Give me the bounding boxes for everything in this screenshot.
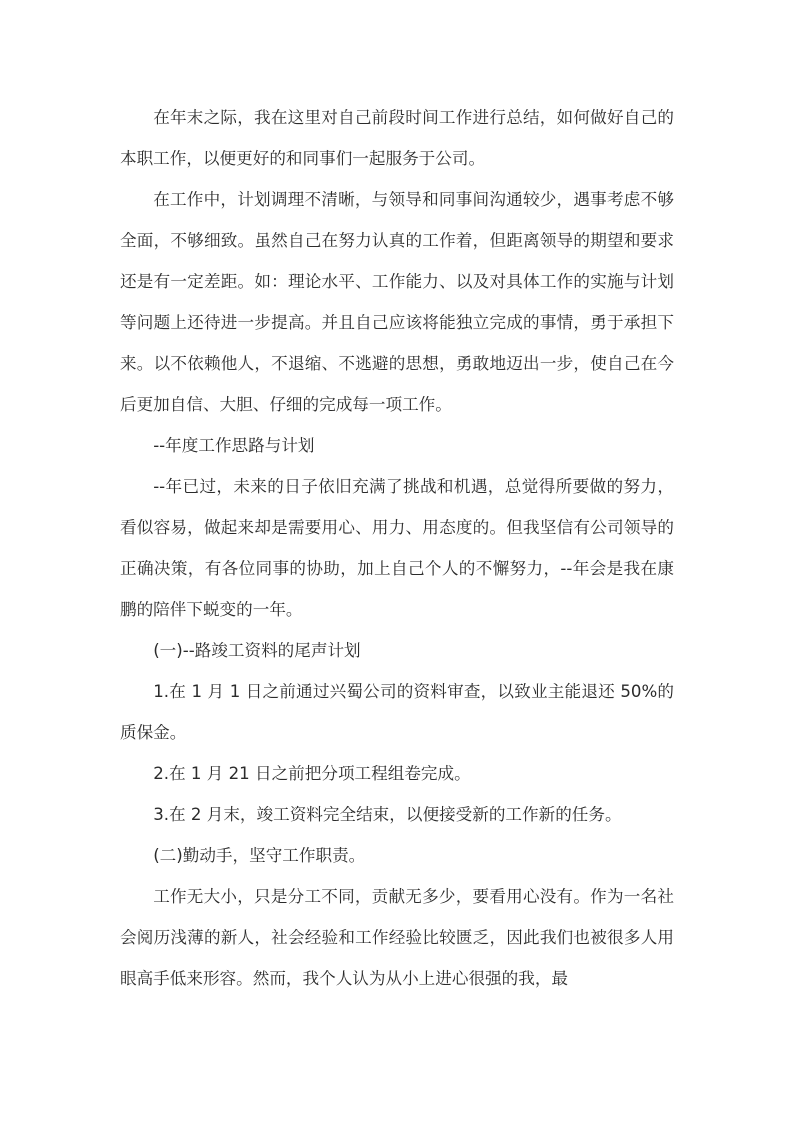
paragraph-outlook: --年已过，未来的日子依旧充满了挑战和机遇，总觉得所要做的努力，看似容易，做起来却是需要用心、用力、用态度的。但我坚信有公司领导的正确决策，有各位同事的协助，加上自己个人的不懈努力，--年会是我在康鹏的陪伴下蜕变的一年。 <box>120 477 674 619</box>
subheading-one: (一)--路竣工资料的尾声计划 <box>153 641 361 660</box>
section-heading-plan: --年度工作思路与计划 <box>153 436 315 455</box>
paragraph-duties: 工作无大小，只是分工不同，贡献无多少，要看用心没有。作为一名社会阅历浅薄的新人，社会经验和工作经验比较匮乏，因此我们也被很多人用眼高手低来形容。然而，我个人认为从小上进心很强的我，最 <box>120 887 674 988</box>
subheading-two: (二)勤动手，坚守工作职责。 <box>153 846 366 865</box>
list-item-1: 1.在 1 月 1 日之前通过兴蜀公司的资料审查，以致业主能退还 50%的质保金。 <box>120 682 674 742</box>
list-item-2: 2.在 1 月 21 日之前把分项工程组卷完成。 <box>153 764 471 783</box>
paragraph-shortcomings: 在工作中，计划调理不清晰，与领导和同事间沟通较少，遇事考虑不够全面，不够细致。虽然自己在努力认真的工作着，但距离领导的期望和要求还是有一定差距。如：理论水平、工作能力、以及对具体工作的实施与计划等问题上还待进一步提高。并且自己应该将能独立完成的事情，勇于承担下来。以不依赖他人，不退缩、不逃避的思想，勇敢地迈出一步，使自己在今后更加自信、大胆、仔细的完成每一项工作。 <box>120 190 674 414</box>
list-item-3: 3.在 2 月末，竣工资料完全结束，以便接受新的工作新的任务。 <box>153 805 622 824</box>
document-body <box>120 97 674 999</box>
paragraph-intro: 在年末之际，我在这里对自己前段时间工作进行总结，如何做好自己的本职工作，以便更好的和同事们一起服务于公司。 <box>120 108 674 168</box>
